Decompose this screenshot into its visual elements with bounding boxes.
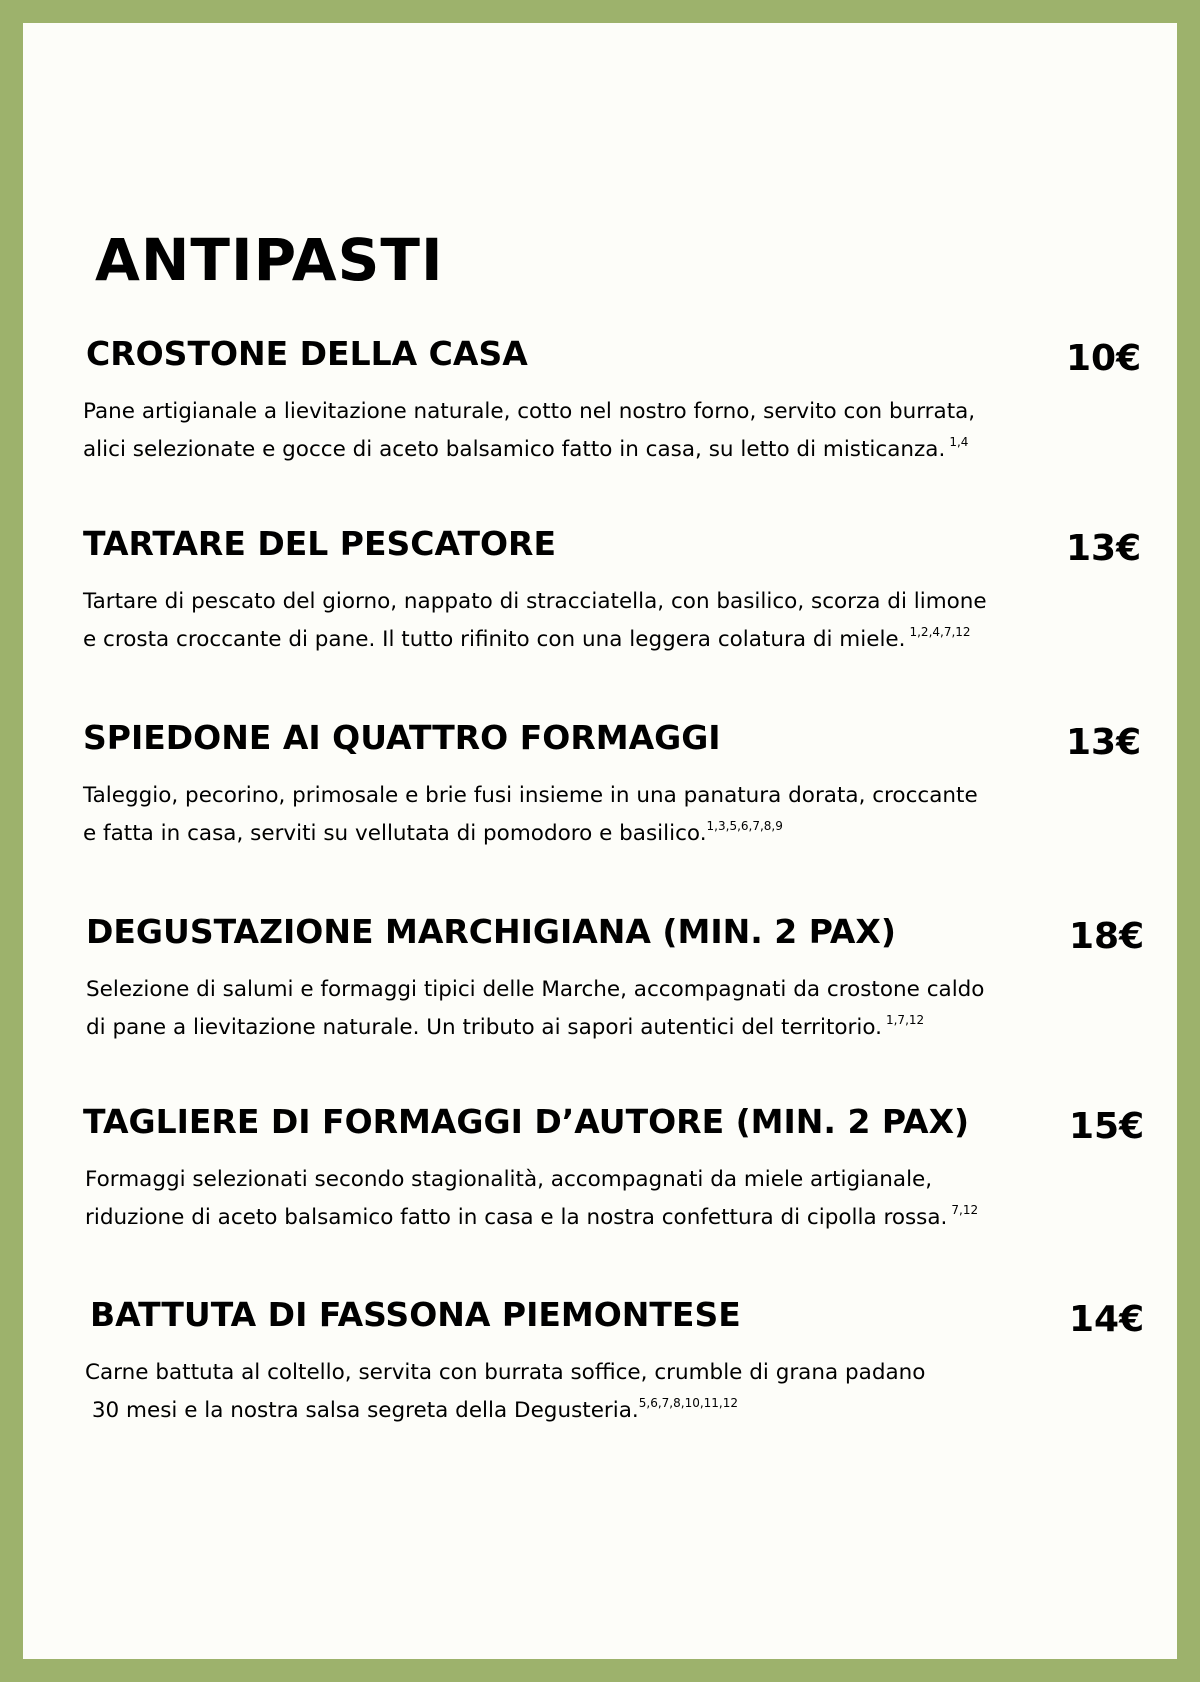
menu-title: ANTIPASTI — [95, 226, 444, 294]
dish-price: 13€ — [1066, 722, 1142, 763]
dish-description — [83, 777, 983, 853]
dish-description — [83, 393, 983, 469]
dish-price: 15€ — [1069, 1106, 1145, 1147]
dish-name: BATTUTA DI FASSONA PIEMONTESE — [90, 1295, 741, 1334]
allergen-codes: 1,4 — [949, 435, 969, 449]
dish-description — [86, 971, 986, 1047]
description-line: 30 mesi e la nostra salsa segreta della Degusteria.$^{5,6,7,8,10,11,12}$ — [85, 1396, 738, 1423]
description-line: e fatta in casa, serviti su vellutata di pomodoro e basilico.$^{1,3,5,6,7,8,9}$ — [83, 819, 783, 846]
description-line: Taleggio, pecorino, primosale e brie fusi insieme in una panatura dorata, croccante — [83, 783, 978, 808]
dish-price: 18€ — [1069, 916, 1145, 957]
allergen-codes: 1,7,12 — [885, 1013, 925, 1027]
description-line: Tartare di pescato del giorno, nappato di stracciatella, con basilico, scorza di limone — [83, 589, 987, 614]
dish-price: 14€ — [1069, 1299, 1145, 1340]
dish-description — [85, 1161, 985, 1237]
dish-name: DEGUSTAZIONE MARCHIGIANA (MIN. 2 PAX) — [86, 912, 896, 951]
description-line: Selezione di salumi e formaggi tipici delle Marche, accompagnati da crostone caldo — [86, 977, 985, 1002]
dish-name: TAGLIERE DI FORMAGGI D’AUTORE (MIN. 2 PAX) — [83, 1102, 970, 1141]
dish-description — [85, 1354, 985, 1430]
allergen-codes: 5,6,7,8,10,11,12 — [638, 1396, 738, 1410]
dish-price: 13€ — [1066, 528, 1142, 569]
description-line: di pane a lievitazione naturale. Un tributo ai sapori autentici del territorio. $^{1,7,12}$ — [86, 1013, 925, 1040]
dish-name: CROSTONE DELLA CASA — [86, 334, 528, 373]
allergen-codes: 1,2,4,7,12 — [909, 625, 971, 639]
description-line: Formaggi selezionati secondo stagionalità, accompagnati da miele artigianale, — [85, 1167, 933, 1192]
allergen-codes: 1,3,5,6,7,8,9 — [706, 819, 783, 833]
description-line: alici selezionate e gocce di aceto balsamico fatto in casa, su letto di misticanza. $^{1,4}$ — [83, 435, 969, 462]
description-line: Carne battuta al coltello, servita con burrata soffice, crumble di grana padano — [85, 1360, 926, 1385]
dish-description — [83, 583, 987, 659]
description-line: Pane artigianale a lievitazione naturale, cotto nel nostro forno, servito con burrata, — [83, 399, 976, 424]
description-line: riduzione di aceto balsamico fatto in casa e la nostra confettura di cipolla rossa. $^{7,12}$ — [85, 1203, 979, 1230]
menu-page — [23, 23, 1177, 1659]
dish-price: 10€ — [1066, 338, 1142, 379]
allergen-codes: 7,12 — [951, 1203, 979, 1217]
dish-name: TARTARE DEL PESCATORE — [83, 524, 557, 563]
description-line: e crosta croccante di pane. Il tutto rifinito con una leggera colatura di miele. $^{1,2,4,7,12}$ — [83, 625, 971, 652]
dish-name: SPIEDONE AI QUATTRO FORMAGGI — [83, 718, 721, 757]
